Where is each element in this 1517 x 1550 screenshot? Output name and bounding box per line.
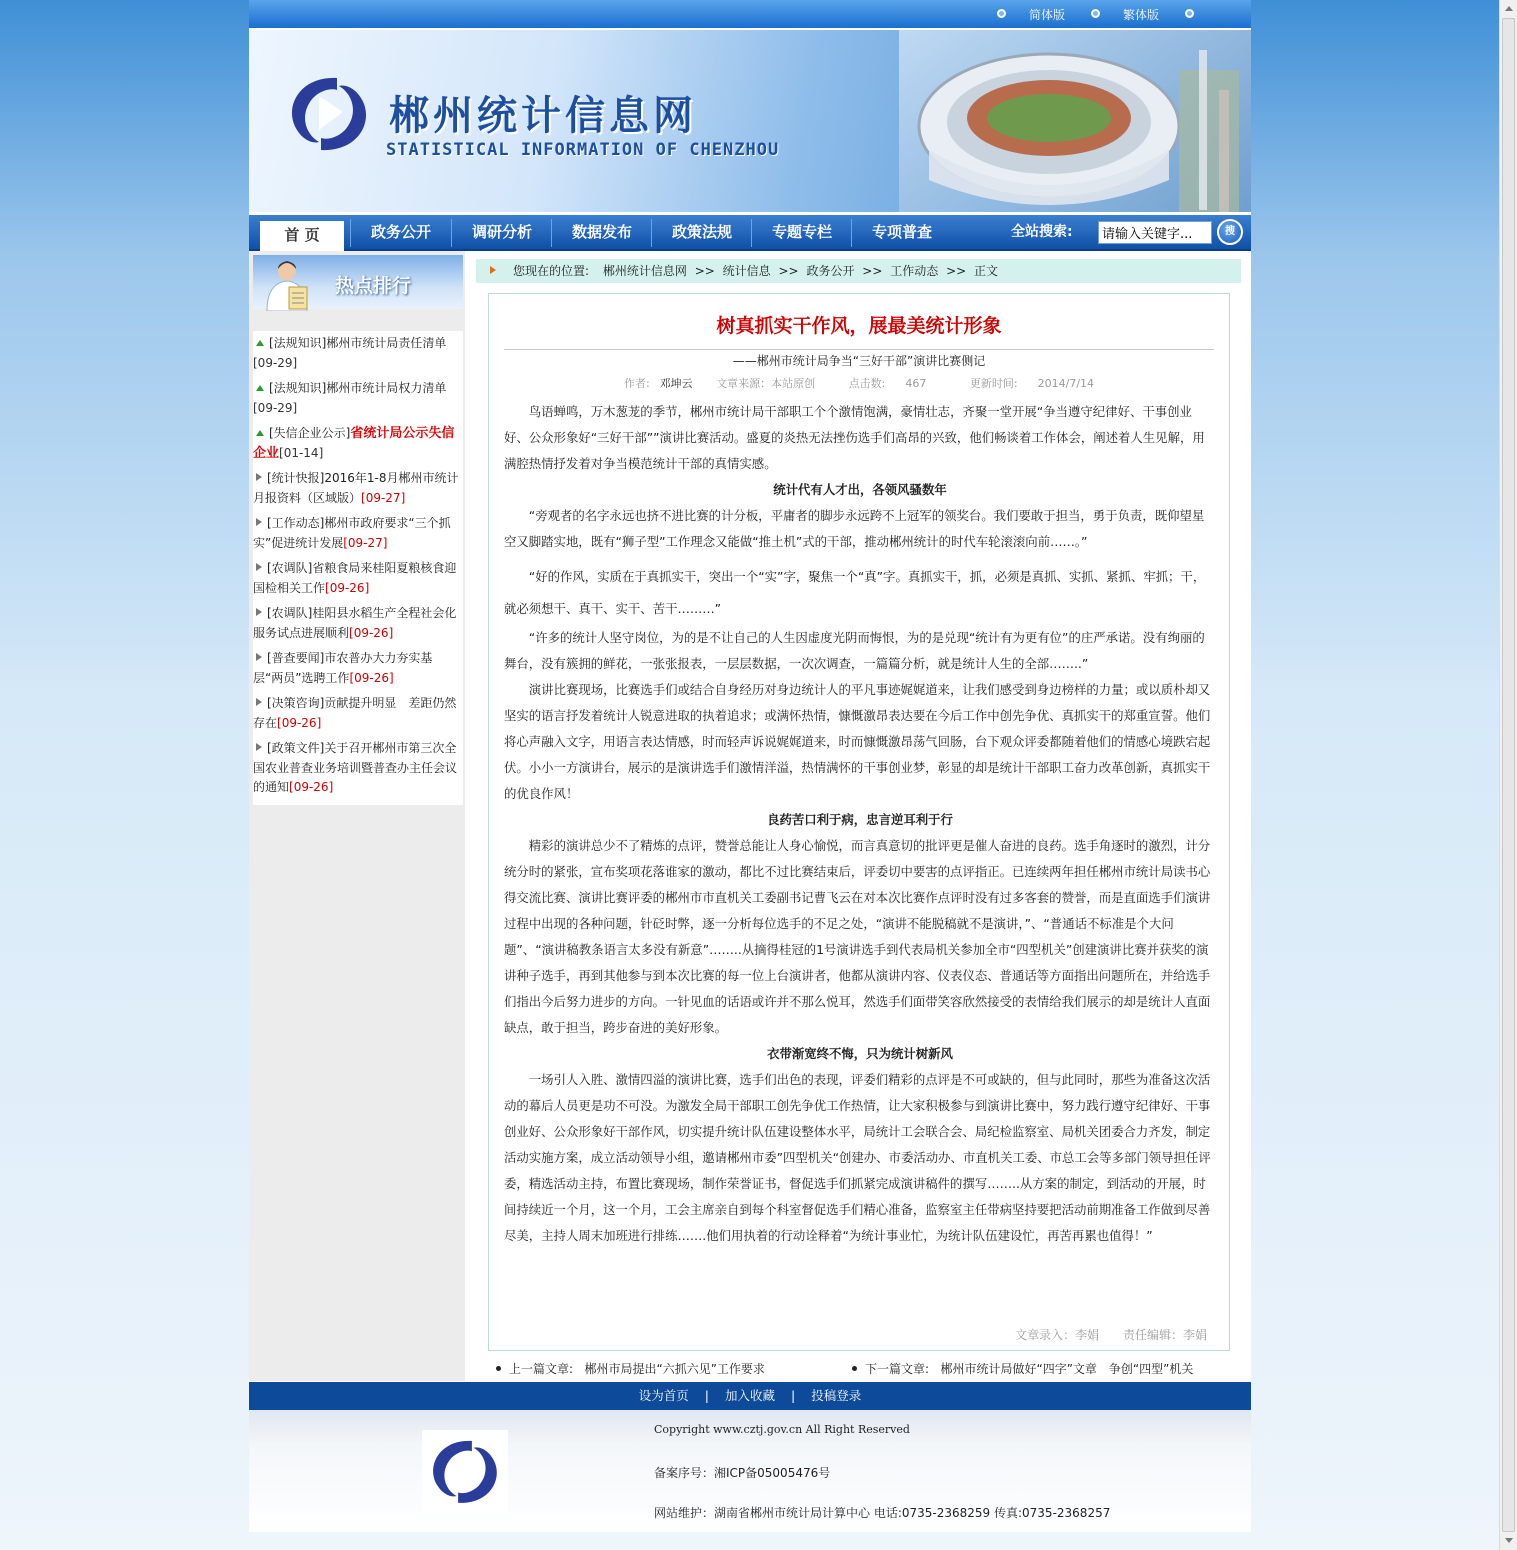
- breadcrumb-gov-affairs[interactable]: 政务公开: [806, 264, 855, 278]
- bullet-icon: [997, 9, 1006, 18]
- hot-list: [253, 331, 463, 805]
- article-subtitle: ——郴州市统计局争当“三好干部”演讲比赛侧记: [732, 354, 986, 368]
- right-arrow-icon: [256, 563, 262, 571]
- hot-ranking-header: [253, 255, 463, 309]
- item-title: [政策文件]关于召开郴州市第三次全国农业普查业务培训暨普查办主任会议的通知: [253, 741, 458, 794]
- stadium-image: [899, 30, 1251, 212]
- article-paragraph: 一场引人入胜、激情四溢的演讲比赛，选手们出色的表现，评委们精彩的点评是不可或缺的，但与此同时，那些为准备这次活动的幕后人员更是功不可没。为激发全局干部职工创先争优工作热情，让大家积极参与到演讲比赛中，努力践行遵守纪律好、干事创业好、公众形象好干部作风，切实提升统计队伍建设整体水平，局统计工会联合会、局纪检监察室、局机关团委合力齐发，制定活动实施方案，成立活动领导小组，邀请郴州市委”四型机关“创建办、市委活动办、市直机关工委、市总工会等多部门领导担任评委，精选活动主持，布置比赛现场，制作荣誉证书，督促选手们抓紧完成演讲稿件的撰写……..从方案的制定，到活动的开展，时间持续近一个月，这一个月，工会主席亲自到每个科室督促选手们精心准备，监察室主任带病坚持要把活动前期准备工作做到尽善尽美，主持人周末加班进行排练…….他们用执着的行动诠释着“为统计事业忙，为统计队伍建设忙，再苦再累也值得！”: [504, 1072, 1211, 1243]
- scrollbar-thumb[interactable]: [1502, 18, 1515, 1532]
- next-article-link[interactable]: [848, 1360, 1193, 1377]
- item-date: [09-26]: [349, 670, 394, 685]
- article: [488, 293, 1230, 1351]
- vertical-scrollbar[interactable]: [1499, 0, 1517, 1550]
- item-date: [09-26]: [325, 580, 370, 595]
- breadcrumb-separator: >>: [778, 264, 799, 278]
- list-item[interactable]: [253, 646, 463, 691]
- footer-separator: |: [790, 1388, 796, 1403]
- nav-policy[interactable]: 政策法规: [671, 223, 732, 241]
- location-arrow-icon: [490, 266, 496, 274]
- list-item[interactable]: [253, 556, 463, 601]
- up-arrow-icon: [256, 385, 264, 391]
- item-title: [法规知识]郴州市统计局权力清单: [269, 381, 447, 395]
- footer-logo: [422, 1430, 508, 1512]
- bullet-icon: [1185, 9, 1194, 18]
- right-arrow-icon: [256, 698, 262, 706]
- item-date: [09-29]: [253, 355, 298, 370]
- bullet-icon: [1091, 9, 1100, 18]
- icp-text: 备案序号：湘ICP备05005476号: [654, 1466, 831, 1480]
- author-name: 邓坤云: [659, 377, 693, 390]
- next-title: 郴州市统计局做好“四字”文章 争创“四型”机关: [940, 1362, 1194, 1376]
- hits-label: 点击数:: [848, 377, 886, 390]
- nav-research[interactable]: 调研分析: [471, 223, 532, 241]
- search-input[interactable]: [1098, 221, 1212, 244]
- item-date: [09-27]: [343, 535, 388, 550]
- breadcrumb-work-news[interactable]: 工作动态: [890, 264, 939, 278]
- list-item[interactable]: [253, 421, 463, 466]
- article-body: [504, 399, 1216, 1249]
- breadcrumb-stat-info[interactable]: 统计信息: [722, 264, 771, 278]
- nav-home[interactable]: 首 页: [260, 221, 344, 251]
- right-arrow-icon: [256, 653, 262, 661]
- list-item[interactable]: [253, 331, 463, 376]
- doctor-icon: [259, 257, 319, 311]
- site-logo-icon: [279, 68, 379, 158]
- footer-logo-icon: [422, 1430, 508, 1512]
- breadcrumb-separator: >>: [946, 264, 967, 278]
- sidebar: [249, 251, 465, 1381]
- up-arrow-icon: [256, 340, 264, 346]
- list-item[interactable]: [253, 691, 463, 736]
- item-title: [统计快报]2016年1-8月郴州市统计月报资料（区域版）: [253, 471, 459, 505]
- bullet-icon: [496, 1366, 501, 1371]
- scroll-up-icon[interactable]: [1505, 6, 1513, 11]
- updated-label: 更新时间:: [969, 377, 1018, 390]
- traditional-link[interactable]: 繁体版: [1123, 8, 1160, 22]
- bullet-icon: [852, 1366, 857, 1371]
- item-date: [09-26]: [277, 715, 322, 730]
- item-category: [失信企业公示]: [269, 426, 351, 440]
- article-paragraph: 演讲比赛现场，比赛选手们或结合自身经历对身边统计人的平凡事迹娓娓道来，让我们感受到身边榜样的力量；或以质朴却又坚实的语言抒发着统计人锐意进取的执着追求；或满怀热情，慷慨激昂表达要在今后工作中创先争优、真抓实干的郑重宣誓。他们将心声融入文字，用语言表达情感，时而轻声诉说娓娓道来，时而慷慨激昂荡气回肠，台下观众评委都随着他们的情感心境跌宕起伏。小小一方演讲台，展示的是演讲选手们激情洋溢，热情满怀的干事创业梦，彰显的却是统计干部职工奋力改革创新，真抓实干的优良作风！: [504, 682, 1211, 801]
- search-label: 全站搜索:: [1011, 224, 1073, 240]
- article-paragraph: “许多的统计人坚守岗位，为的是不让自己的人生因虚度光阴而悔恨，为的是兑现“统计有为更有位”的庄严承诺。没有绚丽的舞台，没有簇拥的鲜花，一张张报表，一层层数据，一次次调查，一篇篇分析，就是统计人生的全部……..”: [504, 630, 1205, 671]
- prev-article-link[interactable]: [492, 1360, 765, 1377]
- nav-census[interactable]: 专项普查: [871, 223, 932, 241]
- item-date: [09-26]: [289, 780, 334, 794]
- maintain-text: 网站维护：湖南省郴州市统计局计算中心 电话:0735-2368259 传真:0735-2368257: [654, 1506, 1111, 1520]
- hot-ranking-title: 热点排行: [335, 275, 412, 297]
- copyright-text: Copyright www.cztj.gov.cn All Right Reserved: [654, 1423, 910, 1436]
- article-source: 文章来源：本站原创: [716, 377, 816, 390]
- article-meta: [489, 375, 1229, 391]
- top-bar: [249, 0, 1251, 28]
- updated-date: 2014/7/14: [1037, 377, 1095, 390]
- nav-data-release[interactable]: 数据发布: [571, 223, 632, 241]
- item-title: [普查要闻]市农普办大力夯实基层“两员”选聘工作: [253, 651, 433, 685]
- article-paragraph: 鸟语蝉鸣，万木葱茏的季节，郴州市统计局干部职工个个激情饱满，豪情壮志，齐聚一堂开展“争当遵守纪律好、干事创业好、公众形象好“三好干部””演讲比赛活动。盛夏的炎热无法挫伤选手们高昂的兴致，他们畅谈着工作体会，阐述着人生见解，用满腔热情抒发着对争当模范统计干部的真情实感。: [504, 404, 1205, 471]
- title-divider: [504, 349, 1214, 350]
- article-section-heading: 统计代有人才出，各领风骚数年: [773, 482, 947, 497]
- breadcrumb-current: 正文: [974, 264, 999, 278]
- list-item[interactable]: [253, 601, 463, 646]
- site-title: 郴州统计信息网: [389, 93, 697, 139]
- nav-gov-affairs[interactable]: 政务公开: [370, 223, 431, 241]
- article-paragraph: “旁观者的名字永远也挤不进比赛的计分板，平庸者的脚步永远跨不上冠军的领奖台。我们要敢于担当，勇于负责，既仰望星空又脚踏实地，既有“狮子型”工作理念又能做“推土机”式的干部，推动郴州统计的时代车轮滚滚向前……。”: [504, 508, 1205, 549]
- add-favorite-link[interactable]: 加入收藏: [724, 1388, 775, 1403]
- article-paragraph: “好的作风，实质在于真抓实干，突出一个“实”字，聚焦一个“真”字。真抓实干，抓，必须是真抓、实抓、紧抓、牢抓；干，就必须想干、真干、实干、苦干………”: [504, 569, 1206, 616]
- prev-title: 郴州市局提出“六抓六见”工作要求: [584, 1362, 765, 1376]
- breadcrumb-separator: >>: [862, 264, 883, 278]
- prev-label: 上一篇文章:: [509, 1362, 574, 1376]
- footer: [249, 1410, 1251, 1532]
- item-title: [农调队]省粮食局来桂阳夏粮核食迎国检相关工作: [253, 561, 457, 595]
- item-date: [09-29]: [253, 400, 298, 415]
- breadcrumb: [476, 259, 1241, 283]
- right-arrow-icon: [256, 473, 262, 481]
- credit-editor: 责任编辑：李娟: [1122, 1328, 1207, 1342]
- right-arrow-icon: [256, 743, 262, 751]
- next-label: 下一篇文章:: [865, 1362, 930, 1376]
- item-title: 省统计局公示失信企业: [253, 426, 455, 461]
- article-section-heading: 衣带渐宽终不悔，只为统计树新风: [767, 1046, 953, 1061]
- right-arrow-icon: [256, 608, 262, 616]
- breadcrumb-separator: >>: [694, 264, 715, 278]
- submit-login-link[interactable]: 投稿登录: [811, 1388, 862, 1403]
- footer-separator: |: [704, 1388, 709, 1403]
- list-item[interactable]: [253, 511, 463, 556]
- right-arrow-icon: [256, 518, 262, 526]
- footer-links: [249, 1382, 1251, 1410]
- main-nav: [249, 215, 1251, 251]
- article-title: 树真抓实干作风，展最美统计形象: [716, 315, 1002, 337]
- breadcrumb-home[interactable]: 郴州统计信息网: [602, 264, 687, 278]
- simplified-link[interactable]: 简体版: [1029, 8, 1066, 22]
- scroll-down-icon[interactable]: [1505, 1538, 1513, 1543]
- breadcrumb-label: 您现在的位置:: [513, 264, 590, 278]
- article-section-heading: 良药苦口利于病，忠言逆耳利于行: [767, 812, 953, 827]
- set-homepage-link[interactable]: 设为首页: [638, 1388, 689, 1403]
- list-item[interactable]: [253, 376, 463, 421]
- item-title: [农调队]桂阳县水稻生产全程社会化服务试点进展顺利: [253, 606, 457, 640]
- article-paragraph: 精彩的演讲总少不了精炼的点评，赞誉总能让人身心愉悦，而言真意切的批评更是催人奋进的良药。选手角逐时的激烈，计分统分时的紧张，宣布奖项花落谁家的激动，都比不过比赛结束后，评委切中要害的点评指正。已连续两年担任郴州市统计局读书心得交流比赛、演讲比赛评委的郴州市市直机关工委副书记曹飞云在对本次比赛作点评时没有过多客套的赞誉，而是直面选手们演讲过程中出现的各种问题，针砭时弊，逐一分析每位选手的不足之处，“演讲不能脱稿就不是演讲，”、“普通话不标准是个大问题”、“演讲稿教条语言太多没有新意”……..从摘得桂冠的1号演讲选手到代表局机关参加全市“四型机关”创建演讲比赛并获奖的演讲种子选手，再到其他参与到本次比赛的每一位上台演讲者，他都从演讲内容、仪表仪态、普通话等方面指出问题所在，并给选手们指出今后努力进步的方向。一针见血的话语或许并不那么悦耳，然选手们面带笑容欣然接受的表情给我们展示的却是统计人直面缺点，敢于担当，跨步奋进的美好形象。: [504, 838, 1211, 1035]
- author-label: 作者:: [623, 377, 650, 390]
- item-title: [决策咨询]贡献提升明显 差距仍然存在: [253, 696, 457, 730]
- item-title: [法规知识]郴州市统计局责任清单: [269, 336, 447, 350]
- nav-special-column[interactable]: 专题专栏: [771, 223, 832, 241]
- list-item[interactable]: [253, 736, 463, 801]
- search-button[interactable]: 搜: [1217, 219, 1243, 245]
- item-date: [09-27]: [361, 490, 406, 505]
- item-date: [09-26]: [349, 625, 394, 640]
- item-date: [01-14]: [279, 445, 324, 460]
- banner: [249, 28, 1251, 212]
- list-item[interactable]: [253, 466, 463, 511]
- item-title: [工作动态]郴州市政府要求“三个抓实”促进统计发展: [253, 516, 451, 550]
- article-credits: [995, 1326, 1207, 1343]
- credit-entry: 文章录入：李娟: [1015, 1328, 1100, 1342]
- page: [249, 0, 1251, 1532]
- hits-count: 467: [905, 377, 927, 390]
- up-arrow-icon: [256, 430, 264, 436]
- site-subtitle: STATISTICAL INFORMATION OF CHENZHOU: [386, 140, 780, 160]
